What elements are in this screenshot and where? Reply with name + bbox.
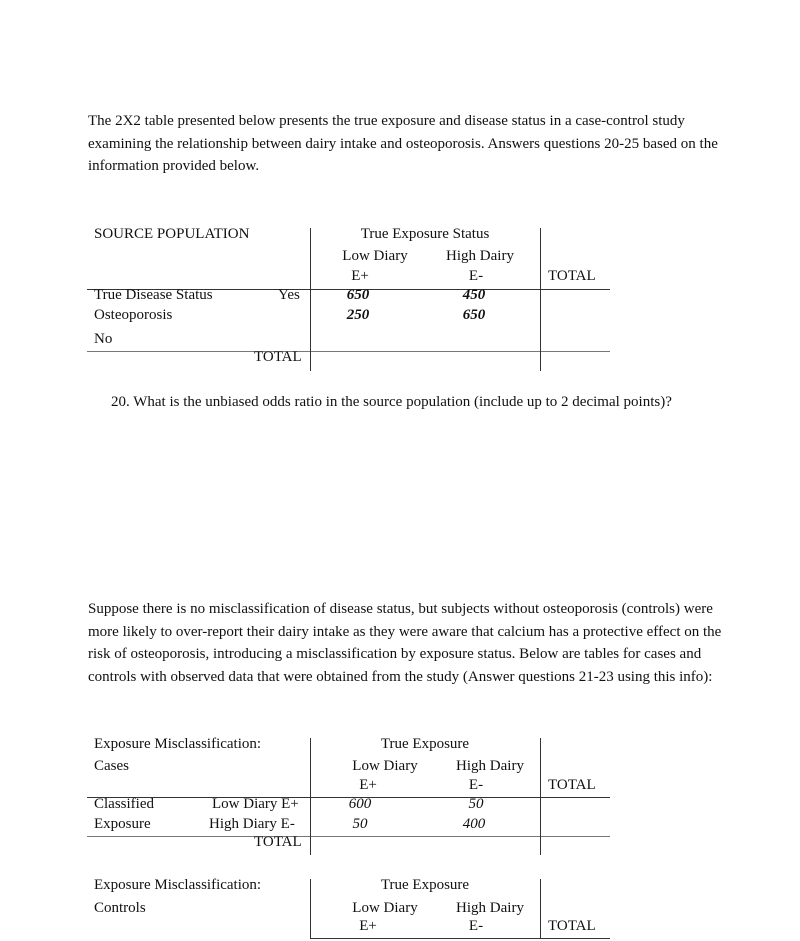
cases-r1c1: 600 [348,796,372,812]
cases-row-group-1: Classified [94,796,154,812]
cases-row1-label: Low Diary E+ [212,796,299,812]
source-yes-label: Yes [278,287,300,303]
cases-right-divider [540,738,541,855]
source-yes-e-minus: 450 [462,287,486,303]
source-row-label-1: True Disease Status [94,287,213,303]
cases-body-rule [87,836,610,837]
controls-right-divider [540,879,541,939]
cases-total-row: TOTAL [254,834,302,850]
source-table-header: True Exposure Status [360,226,490,242]
cases-row-group-2: Exposure [94,816,151,832]
cases-col1-name: Low Diary [352,758,418,774]
cases-col1-code: E+ [359,777,377,793]
controls-title-1: Exposure Misclassification: [94,877,262,893]
controls-col1-code: E+ [359,918,377,934]
source-row-label-2: Osteoporosis [94,307,173,323]
cases-col2-name: High Dairy [456,758,524,774]
cases-r2c1: 50 [352,816,368,832]
source-total-row: TOTAL [254,349,302,365]
cases-row2-label: High Diary E- [209,816,295,832]
source-col1-name: Low Diary [342,248,408,264]
cases-r1c2: 50 [468,796,484,812]
source-body-rule [87,351,610,352]
source-col2-name: High Dairy [446,248,514,264]
source-no-e-plus: 250 [346,307,370,323]
cases-left-divider [310,738,311,855]
cases-header: True Exposure [380,736,470,752]
controls-col2-code: E- [468,918,484,934]
source-table-title: SOURCE POPULATION [94,226,250,242]
source-right-divider [540,228,541,371]
controls-total-col: TOTAL [548,918,596,934]
controls-title-2: Controls [94,900,146,916]
controls-left-divider [310,879,311,939]
cases-total-col: TOTAL [548,777,596,793]
cases-title-1: Exposure Misclassification: [94,736,262,752]
controls-col1-name: Low Diary [352,900,418,916]
source-col2-code: E- [468,268,484,284]
source-total-col: TOTAL [548,268,596,284]
question-20: 20. What is the unbiased odds ratio in the source population (include up to 2 decimal points)? [111,394,672,410]
source-left-divider [310,228,311,371]
source-no-e-minus: 650 [462,307,486,323]
intro-paragraph: The 2X2 table presented below presents the true exposure and disease status in a case-control study examining the relationship between dairy intake and osteoporosis. Answers questions 20-25 based on the information provided below. [88,113,718,174]
misclassification-paragraph: Suppose there is no misclassification of disease status, but subjects without osteoporosis (controls) were more likely to over-report their dairy intake as they were aware that calcium has a protective effect on the risk of osteoporosis, introducing a misclassification by exposure status. Below are tables for cases and controls with observed data that were obtained from the study (Answer questions 21-23 using this info): [88,601,722,685]
controls-header-rule [310,938,610,939]
controls-col2-name: High Dairy [456,900,524,916]
source-yes-e-plus: 650 [346,287,370,303]
cases-r2c2: 400 [462,816,486,832]
cases-col2-code: E- [468,777,484,793]
source-no-label: No [94,331,113,347]
source-col1-code: E+ [351,268,369,284]
controls-header: True Exposure [380,877,470,893]
cases-title-2: Cases [94,758,129,774]
